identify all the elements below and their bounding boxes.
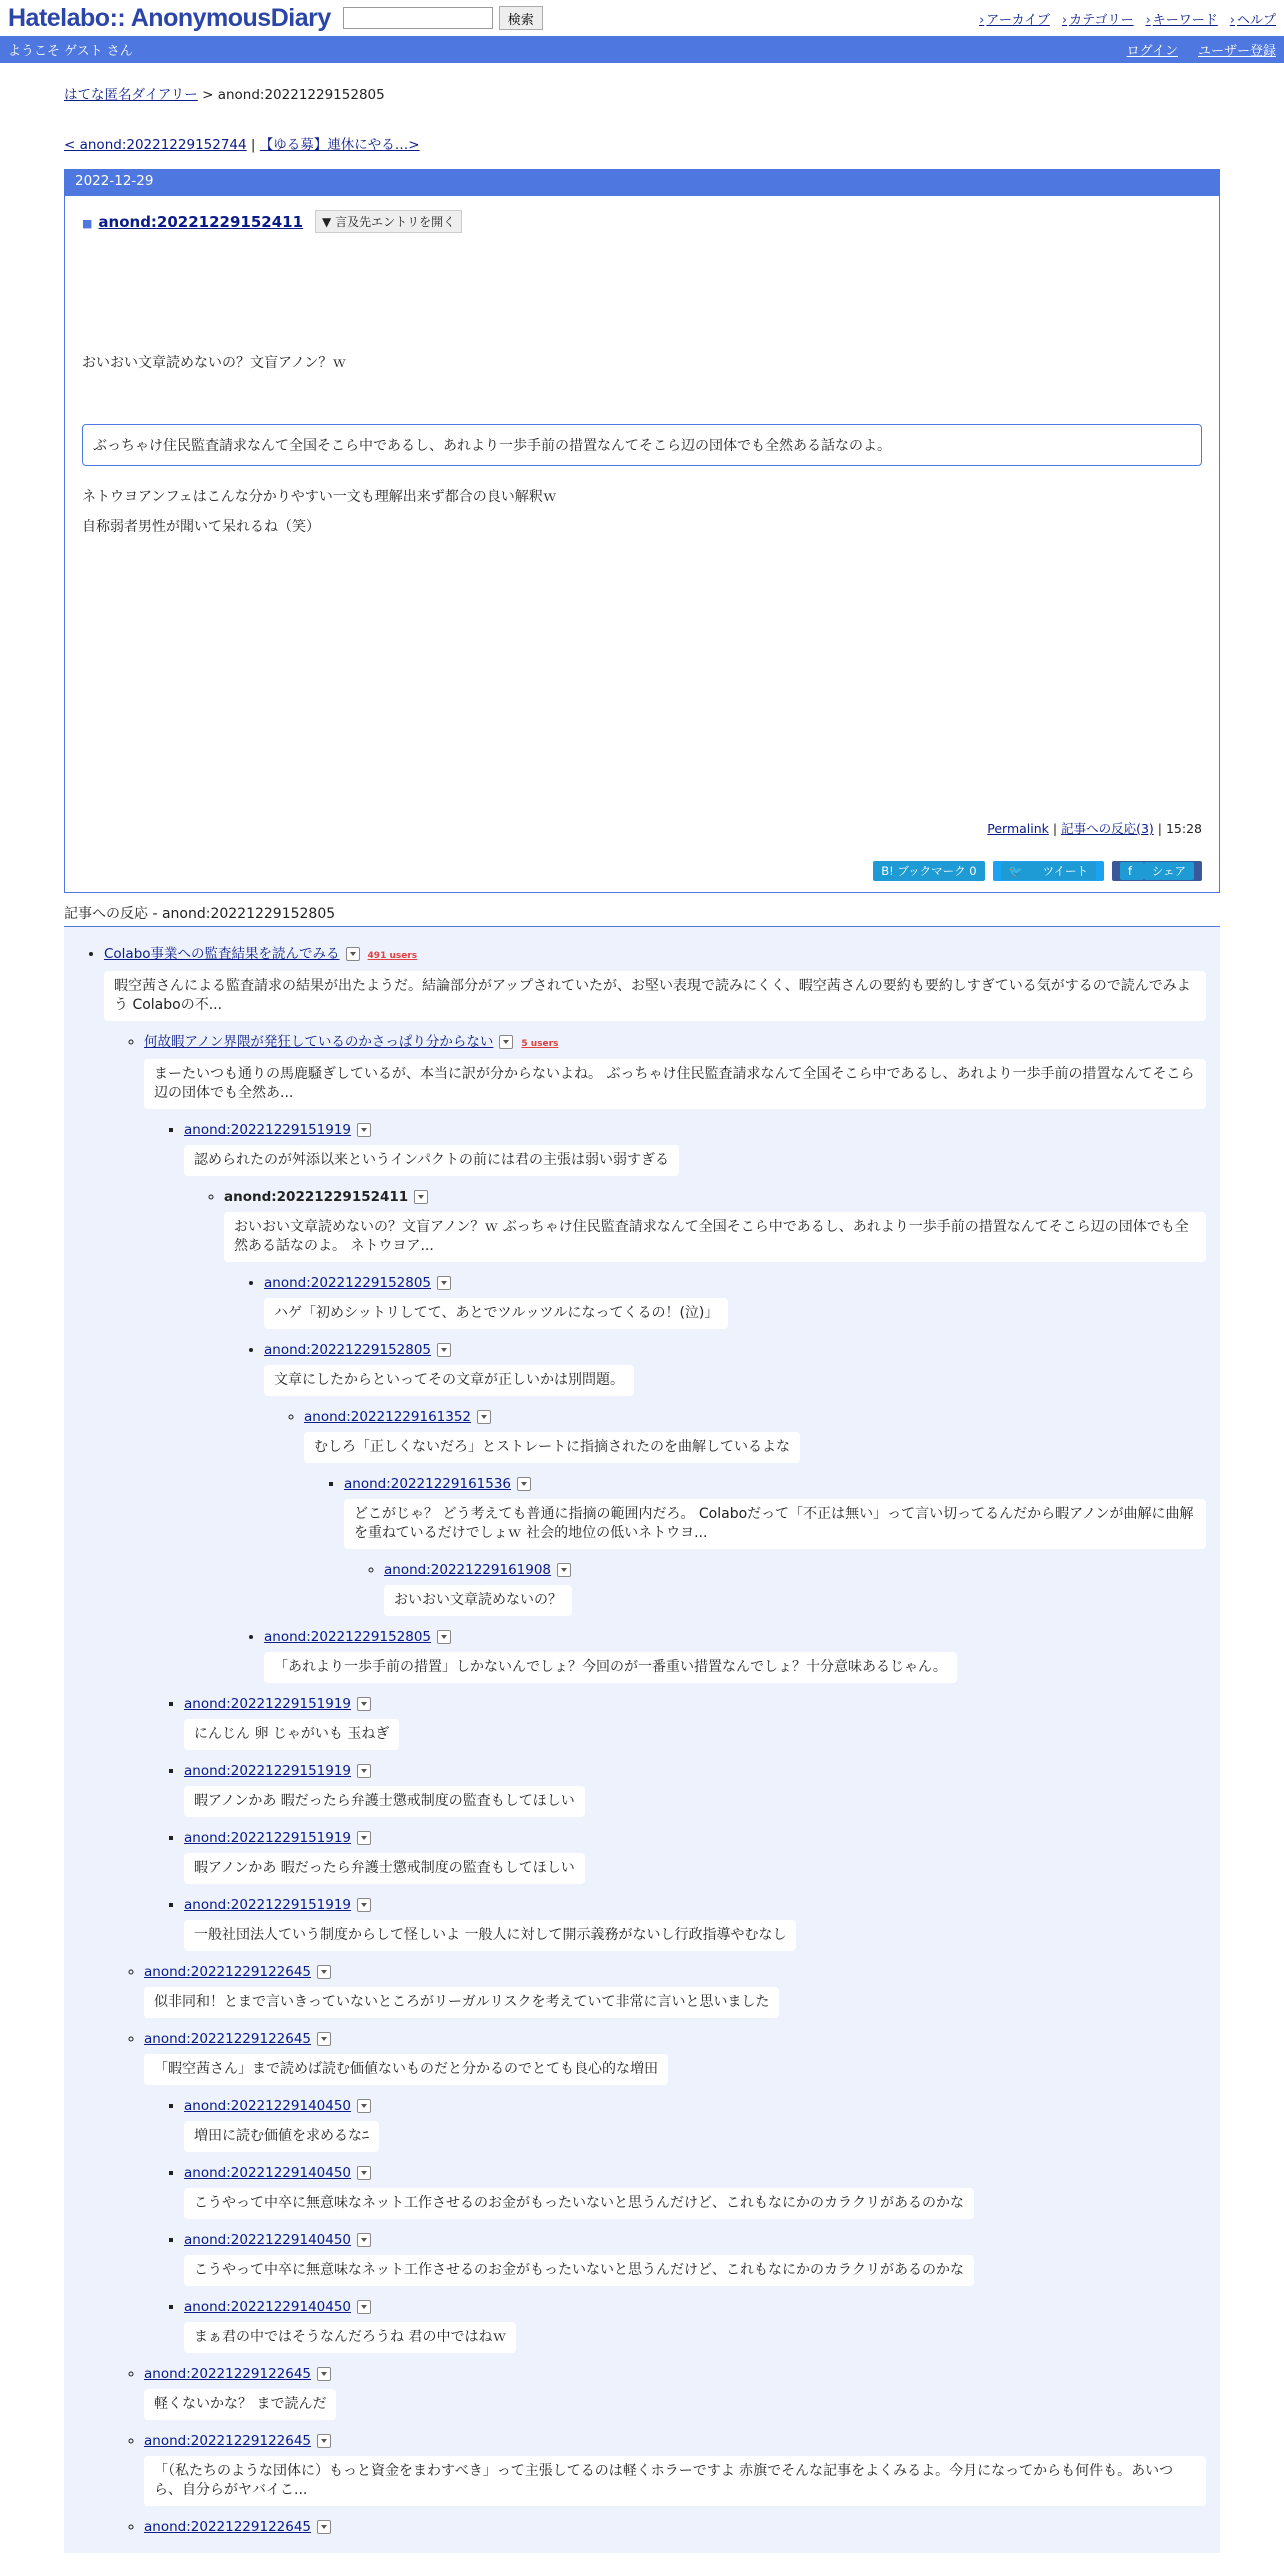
list-item (144, 2430, 1220, 2506)
reaction-link[interactable]: anond:20221229152805 (264, 1342, 432, 1358)
list-item (264, 1339, 1220, 1616)
entry-time: 15:28 (1165, 821, 1202, 836)
toggle-icon[interactable] (437, 1276, 451, 1290)
share-label: シェア (1144, 862, 1194, 880)
toggle-icon[interactable] (357, 2166, 371, 2180)
user-bar (0, 36, 1284, 63)
list-item (144, 1031, 1220, 1951)
reaction-text: 「（私たちのような団体に）もっと資金をまわすべき」って主張してるのは軽くホラーですよ 赤旗でそんな記事をよくみるよ。今月になってからも何件も。あいつら、自分らがヤバイこ... (144, 2456, 1206, 2506)
toggle-icon[interactable] (357, 1123, 371, 1137)
list-item (184, 1827, 1220, 1884)
open-reference-button[interactable]: ▼ 言及先エントリを開く (315, 210, 462, 233)
reaction-link[interactable]: anond:20221229122645 (144, 1964, 312, 1980)
reactions-tree (64, 927, 1220, 2553)
square-icon: ■ (82, 216, 93, 230)
twitter-icon: 🐦 (1001, 862, 1035, 880)
breadcrumb-current: anond:20221229152805 (217, 87, 385, 103)
reactions-link[interactable]: 記事への反応(3) (1061, 821, 1154, 836)
tweet-button[interactable] (993, 861, 1104, 881)
pager (64, 133, 1220, 153)
search-input[interactable] (343, 7, 493, 29)
reaction-text: こうやって中卒に無意味なネット工作させるのお金がもったいないと思うんだけど、これもなにかのカラクリがあるのかな (184, 2188, 974, 2219)
toggle-icon[interactable] (499, 1035, 513, 1049)
reaction-text: 暇空茜さんによる監査請求の結果が出たようだ。結論部分がアップされていたが、お堅い表現で読みにくく、暇空茜さんの要約も要約しすぎている気がするので読んでみよう Colaboの不... (104, 971, 1206, 1021)
list-item (184, 1693, 1220, 1750)
reaction-link[interactable]: anond:20221229122645 (144, 2433, 312, 2449)
reactions-title: 記事への反応 - anond:20221229152805 (64, 903, 1220, 927)
toggle-icon[interactable] (346, 947, 360, 961)
reaction-link[interactable]: anond:20221229151919 (184, 1830, 352, 1846)
reaction-text: 暇アノンかあ 暇だったら弁護士懲戒制度の監査もしてほしい (184, 1853, 585, 1884)
main-container (64, 83, 1220, 2553)
reaction-text: 一般社団法人ていう制度からして怪しいよ 一般人に対して開示義務がないし行政指導やむなし (184, 1920, 796, 1951)
toggle-icon[interactable] (317, 2032, 331, 2046)
toggle-icon[interactable] (437, 1343, 451, 1357)
reaction-link[interactable]: anond:20221229122645 (144, 2031, 312, 2047)
reaction-text: 認められたのが舛添以来というインパクトの前には君の主張は弱い弱すぎる (184, 1145, 679, 1176)
entry-line-3: 自称弱者男性が聞いて呆れるね（笑） (82, 519, 320, 535)
reaction-link[interactable]: anond:20221229140450 (184, 2165, 352, 2181)
next-entry-link[interactable]: 【ゆる募】連休にやる…> (259, 137, 420, 153)
reaction-text: どこがじゃ？ どう考えても普通に指摘の範囲内だろ。 Colaboだって「不正は無い」って言い切ってるんだから暇アノンが曲解に曲解を重ねているだけでしょｗ 社会的地位の低いネトウヨ... (344, 1499, 1206, 1549)
list-item (144, 2363, 1220, 2420)
users-badge[interactable]: 491 users (367, 951, 418, 961)
list-item (344, 1473, 1220, 1616)
toggle-icon[interactable] (357, 1898, 371, 1912)
reaction-text: ハゲ「初めシットリしてて、あとでツルッツルになってくるの！(泣)」 (264, 1298, 728, 1329)
toggle-icon[interactable] (357, 2233, 371, 2247)
breadcrumb-home[interactable]: はてな匿名ダイアリー (64, 87, 198, 103)
share-buttons (873, 861, 1202, 881)
facebook-share-button[interactable] (1112, 861, 1202, 881)
nav-archive[interactable]: › アーカイブ (979, 9, 1050, 28)
reaction-link[interactable]: anond:20221229122645 (144, 2519, 312, 2535)
breadcrumb (64, 83, 1220, 103)
list-item (104, 943, 1220, 2538)
hatena-bookmark-button[interactable]: B! ブックマーク 0 (873, 861, 984, 881)
nav-category[interactable]: › カテゴリー (1062, 9, 1134, 28)
tweet-label: ツイート (1035, 862, 1096, 880)
list-item (304, 1406, 1220, 1616)
toggle-icon[interactable] (317, 2367, 331, 2381)
welcome-text: ようこそ ゲスト さん (8, 44, 133, 59)
permalink[interactable]: Permalink (987, 821, 1049, 836)
reaction-link[interactable]: Colabo事業への監査結果を読んでみる (104, 946, 340, 962)
list-item (184, 1760, 1220, 1817)
day-section (64, 169, 1220, 893)
reaction-link[interactable]: anond:20221229151919 (184, 1763, 352, 1779)
toggle-icon[interactable] (317, 2434, 331, 2448)
users-badge[interactable]: 5 users (521, 1039, 559, 1049)
facebook-icon: f (1120, 862, 1144, 880)
reaction-link[interactable]: anond:20221229140450 (184, 2299, 352, 2315)
list-item (224, 1186, 1220, 1683)
list-item (144, 1961, 1220, 2018)
toggle-icon[interactable] (317, 1965, 331, 1979)
entry-quote: ぶっちゃけ住民監査請求なんて全国そこら中であるし、あれより一歩手前の措置なんてそこら辺の団体でも全然ある話なのよ。 (82, 424, 1202, 466)
list-item (264, 1626, 1220, 1683)
reaction-text: こうやって中卒に無意味なネット工作させるのお金がもったいないと思うんだけど、これもなにかのカラクリがあるのかな (184, 2255, 974, 2286)
entry-line-1: おいおい文章読めないの？文盲アノン？ｗ (82, 355, 347, 371)
pager-separator: | (250, 137, 256, 153)
list-item (144, 2028, 1220, 2353)
entry-footer: Permalink | 記事への反応(3) | 15:28 (987, 821, 1202, 836)
reaction-text: おいおい文章読めないの？文盲アノン？ｗ ぶっちゃけ住民監査請求なんて全国そこら中であるし、あれより一歩手前の措置なんてそこら辺の団体でも全然ある話なのよ。 ネトウヨア... (224, 1212, 1206, 1262)
reaction-text: 文章にしたからといってその文章が正しいかは別問題。 (264, 1365, 634, 1396)
entry-title-row (82, 210, 1202, 233)
reaction-text: 似非同和！とまで言いきっていないところがリーガルリスクを考えていて非常に言いと思いました (144, 1987, 779, 2018)
breadcrumb-separator: > (202, 87, 214, 103)
site-logo[interactable]: Hatelabo:: AnonymousDiary (8, 3, 331, 32)
reaction-link[interactable]: anond:20221229140450 (184, 2232, 352, 2248)
list-item (384, 1559, 1220, 1616)
entry-line-2: ネトウヨアンフェはこんな分かりやすい一文も理解出来ず都合の良い解釈ｗ (82, 489, 557, 505)
top-nav (979, 9, 1276, 28)
reaction-link[interactable]: anond:20221229161352 (304, 1409, 472, 1425)
reaction-text: むしろ「正しくないだろ」とストレートに指摘されたのを曲解しているよな (304, 1432, 800, 1463)
list-item (184, 2296, 1220, 2353)
register-link[interactable]: ユーザー登録 (1197, 44, 1276, 59)
reaction-text: おいおい文章読めないの？ (384, 1585, 572, 1616)
reaction-text: 「あれより一歩手前の措置」しかないんでしょ？今回のが一番重い措置なんでしょ？十分意味あるじゃん。 (264, 1652, 957, 1683)
list-item (184, 1119, 1220, 1683)
reaction-text: 増田に読む価値を求めるなﾆ (184, 2121, 379, 2152)
entry-title-link[interactable]: anond:20221229152411 (98, 212, 304, 231)
reaction-link[interactable]: anond:20221229140450 (184, 2098, 352, 2114)
prev-entry-link[interactable]: < anond:20221229152744 (64, 137, 247, 153)
toggle-icon[interactable] (477, 1410, 491, 1424)
list-item (144, 2516, 1220, 2538)
toggle-icon[interactable] (437, 1630, 451, 1644)
reaction-link[interactable]: anond:20221229151919 (184, 1696, 352, 1712)
reaction-link[interactable]: anond:20221229152805 (264, 1275, 432, 1291)
toggle-icon[interactable] (357, 1764, 371, 1778)
current-entry-label: anond:20221229152411 (224, 1189, 409, 1205)
list-item (264, 1272, 1220, 1329)
login-link[interactable]: ログイン (1126, 44, 1178, 59)
list-item (184, 2095, 1220, 2152)
list-item (184, 2229, 1220, 2286)
reaction-text: まーたいつも通りの馬鹿騒ぎしているが、本当に訳が分からないよね。 ぶっちゃけ住民監査請求なんて全国そこら中であるし、あれより一歩手前の措置なんてそこら辺の団体でも全然あ... (144, 1059, 1206, 1109)
reaction-text: 暇アノンかあ 暇だったら弁護士懲戒制度の監査もしてほしい (184, 1786, 585, 1817)
toggle-icon[interactable] (414, 1190, 428, 1204)
nav-help[interactable]: › ヘルプ (1230, 9, 1276, 28)
search-button[interactable]: 検索 (499, 6, 543, 30)
toggle-icon[interactable] (357, 2300, 371, 2314)
day-date: 2022-12-29 (65, 170, 1219, 196)
reaction-text: 軽くないかな？ まで読んだ (144, 2389, 336, 2420)
list-item (184, 1894, 1220, 1951)
reaction-text: にんじん 卵 じゃがいも 玉ねぎ (184, 1719, 399, 1750)
list-item (184, 2162, 1220, 2219)
reaction-link[interactable]: anond:20221229151919 (184, 1897, 352, 1913)
reaction-text: 「暇空茜さん」まで読めば読む価値ないものだと分かるのでとても良心的な増田 (144, 2054, 668, 2085)
entry-body (65, 196, 1219, 892)
toggle-icon[interactable] (317, 2520, 331, 2534)
toggle-icon[interactable] (357, 1831, 371, 1845)
top-bar (0, 0, 1284, 36)
toggle-icon[interactable] (557, 1563, 571, 1577)
reaction-link[interactable]: anond:20221229152805 (264, 1629, 432, 1645)
toggle-icon[interactable] (357, 1697, 371, 1711)
nav-keyword[interactable]: › キーワード (1146, 9, 1218, 28)
reaction-link[interactable]: anond:20221229122645 (144, 2366, 312, 2382)
reaction-link[interactable]: anond:20221229161536 (344, 1476, 512, 1492)
reaction-text: まぁ君の中ではそうなんだろうね 君の中ではねｗ (184, 2322, 516, 2353)
reaction-link[interactable]: anond:20221229161908 (384, 1562, 552, 1578)
reaction-link[interactable]: anond:20221229151919 (184, 1122, 352, 1138)
toggle-icon[interactable] (357, 2099, 371, 2113)
reaction-link[interactable]: 何故暇アノン界隈が発狂しているのかさっぱり分からない (144, 1034, 494, 1050)
toggle-icon[interactable] (517, 1477, 531, 1491)
